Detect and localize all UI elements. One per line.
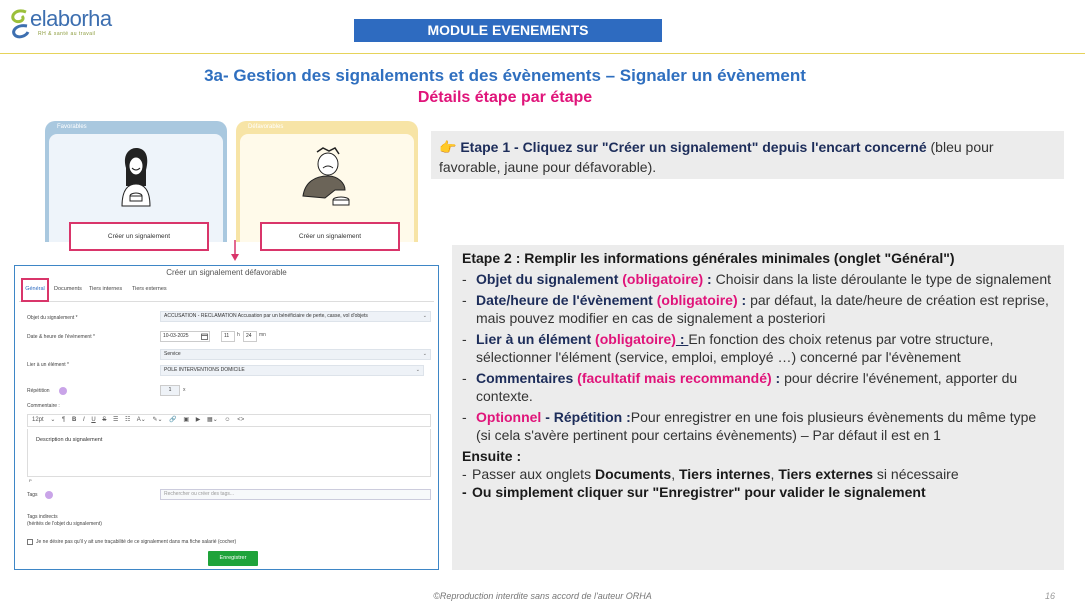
- list-item: [462, 270, 1054, 288]
- date-label: Date & heure de l'évènement *: [27, 334, 95, 340]
- line-text: si nécessaire: [873, 466, 959, 482]
- chevron-down-icon: ⌄: [415, 367, 420, 373]
- person-happy-icon: [116, 146, 156, 208]
- tab-general[interactable]: Général: [21, 278, 49, 302]
- line-text: ,: [671, 466, 679, 482]
- editor-text: Description du signalement: [36, 437, 103, 443]
- item-tag: (obligatoire): [656, 292, 738, 308]
- step1-panel: [431, 131, 1064, 179]
- editor-toolbar: [27, 414, 431, 427]
- form-title: Créer un signalement défavorable: [166, 268, 287, 277]
- ensuite-line-1: [462, 465, 1054, 483]
- bold-icon[interactable]: B: [71, 417, 77, 423]
- item-sep: :: [622, 409, 631, 425]
- underline-icon[interactable]: U: [91, 417, 96, 423]
- video-icon[interactable]: ▶: [195, 417, 201, 423]
- hour-input[interactable]: 11: [221, 331, 235, 342]
- line-text: ,: [770, 466, 779, 482]
- commentaire-label: Commentaire :: [27, 403, 60, 409]
- emoji-icon[interactable]: ☺: [224, 417, 231, 423]
- tags-indirects-label: Tags indirects: [27, 514, 58, 520]
- paragraph-icon[interactable]: ⌄ ¶: [50, 417, 66, 423]
- form-tabs: [19, 280, 434, 302]
- repetition-label: Répétition: [27, 388, 50, 394]
- line-bold: Tiers internes: [678, 466, 771, 482]
- list-item: [462, 408, 1054, 444]
- objet-label: Objet du signalement *: [27, 315, 78, 321]
- logo: [8, 4, 138, 42]
- item-tag: (facultatif mais recommandé): [577, 370, 772, 386]
- lier-select-element-value: POLE INTERVENTIONS DOMICILE: [164, 367, 245, 373]
- repetition-input[interactable]: 1: [160, 385, 180, 396]
- page-title: 3a- Gestion des signalements et des évènements – Signaler un évènement: [204, 66, 806, 85]
- person-angry-icon: [295, 146, 359, 210]
- item-sep: :: [771, 370, 785, 386]
- item-tag: (obligatoire): [595, 331, 676, 347]
- defavorable-card-body: [240, 134, 414, 242]
- tags-label: Tags: [27, 492, 38, 498]
- repetition-times: x: [183, 387, 186, 393]
- pointing-hand-icon: 👉: [439, 139, 457, 155]
- logo-text: elaborha: [30, 6, 112, 31]
- help-icon[interactable]: [59, 387, 67, 395]
- objet-select-value: ACCUSATION - RECLAMATION Accusation par un bénéficiaire de perte, casse, vol d'objets: [164, 313, 368, 319]
- item-name: Objet du signalement: [476, 271, 623, 287]
- calendar-icon[interactable]: [201, 333, 208, 340]
- minute-unit: mn: [259, 332, 266, 338]
- logo-tagline: RH & santé au travail: [38, 31, 96, 37]
- tab-tiers-externes[interactable]: Tiers externes: [132, 286, 167, 292]
- header-divider: [0, 53, 1085, 54]
- code-icon[interactable]: <>: [237, 417, 245, 423]
- step2-panel: [452, 245, 1064, 570]
- line-text: Passer aux onglets: [472, 466, 595, 482]
- ensuite-heading: Ensuite :: [462, 448, 522, 464]
- defavorable-create-button[interactable]: Créer un signalement: [260, 222, 400, 251]
- footer-copyright: ©Reproduction interdite sans accord de l'auteur ORHA: [433, 591, 652, 601]
- text-color-icon[interactable]: A⌄: [136, 417, 146, 423]
- item-text: Pour enregistrer en une fois plusieurs évènements du même type (si cela s'avère pertinent pour certains évènements) – Par défaut il est en 1: [476, 409, 1037, 443]
- step1-title: Etape 1 - Cliquez sur "Créer un signalement" depuis l'encart concerné: [460, 139, 927, 155]
- item-sep: :: [703, 271, 716, 287]
- tags-input[interactable]: Rechercher ou créer des tags...: [160, 489, 431, 500]
- strikethrough-icon[interactable]: S: [102, 417, 107, 423]
- item-tag: - Répétition: [541, 409, 623, 425]
- arrow-down-icon: [231, 240, 239, 262]
- comment-editor[interactable]: [27, 429, 431, 477]
- italic-icon[interactable]: I: [82, 417, 85, 423]
- tags-indirects-hint: (hérités de l'objet du signalement): [27, 521, 102, 527]
- highlight-icon[interactable]: ✎⌄: [152, 417, 163, 423]
- line-bold: Tiers externes: [778, 466, 874, 482]
- favorable-create-button[interactable]: Créer un signalement: [69, 222, 209, 251]
- item-tag: (obligatoire): [622, 271, 704, 287]
- item-sep: :: [675, 331, 689, 347]
- lier-select-type[interactable]: [160, 349, 431, 360]
- list-item: [462, 330, 1054, 366]
- defavorable-card: [236, 121, 418, 242]
- item-text: pour décrire l'événement, apporter du contexte.: [476, 370, 1018, 404]
- item-name: Optionnel: [476, 409, 542, 425]
- step2-heading: Etape 2 : Remplir les informations générales minimales (onglet "Général"): [462, 250, 955, 266]
- line-bold: Documents: [594, 466, 672, 482]
- item-text: En fonction des choix retenus par votre structure, sélectionner l'élément (service, emploi, employé …) concerné par l'évènement: [476, 331, 994, 365]
- lier-label: Lier à un élément *: [27, 362, 69, 368]
- objet-select[interactable]: [160, 311, 431, 322]
- favorable-card-label: Favorables: [57, 124, 87, 130]
- tab-documents[interactable]: Documents: [54, 286, 82, 292]
- list-item: [462, 291, 1054, 327]
- signalement-form: [14, 265, 439, 570]
- image-icon[interactable]: ▣: [183, 417, 190, 423]
- editor-path: P: [29, 478, 32, 483]
- help-icon[interactable]: [45, 491, 53, 499]
- traceability-label: Je ne désire pas qu'il y ait une traçabilité de ce signalement dans ma fiche salarié (cocher): [36, 539, 237, 545]
- step1-text: (bleu pour favorable, jaune pour défavorable).: [439, 139, 994, 175]
- table-icon[interactable]: ▦⌄: [207, 417, 218, 423]
- item-sep: :: [737, 292, 751, 308]
- chevron-down-icon: ⌄: [422, 313, 427, 319]
- item-name: Commentaires: [476, 370, 578, 386]
- minute-input[interactable]: 24: [243, 331, 257, 342]
- page-subtitle: Détails étape par étape: [417, 89, 593, 106]
- link-icon[interactable]: 🔗: [169, 417, 177, 423]
- item-name: Lier à un élément: [476, 331, 596, 347]
- item-text: Choisir dans la liste déroulante le type de signalement: [715, 271, 1052, 287]
- date-input[interactable]: 10-03-2025: [160, 331, 210, 342]
- item-name: Date/heure de l'évènement: [476, 292, 657, 308]
- favorable-card-body: [49, 134, 223, 242]
- page-number: 16: [1044, 591, 1055, 601]
- tab-tiers-internes[interactable]: Tiers internes: [89, 286, 123, 292]
- list-icon[interactable]: ☰ ☷: [113, 417, 131, 423]
- lier-select-element[interactable]: [160, 365, 424, 376]
- defavorable-card-label: Défavorables: [248, 124, 284, 130]
- lier-select-type-value: Service: [164, 351, 181, 357]
- item-text: par défaut, la date/heure de création est reprise, mais pouvez modifier en cas de signalement a posteriori: [476, 292, 1049, 326]
- logo-swirl-icon: [8, 6, 30, 40]
- traceability-checkbox[interactable]: [27, 539, 33, 545]
- ensuite-line-2: - Ou simplement cliquer sur "Enregistrer" pour valider le signalement: [462, 483, 1054, 501]
- module-banner: MODULE EVENEMENTS: [354, 19, 662, 42]
- list-item: [462, 369, 1054, 405]
- hour-unit: h: [237, 332, 240, 338]
- favorable-card: [45, 121, 227, 242]
- chevron-down-icon: ⌄: [422, 351, 427, 357]
- font-size-select[interactable]: 12pt: [32, 417, 44, 423]
- save-button[interactable]: Enregistrer: [208, 551, 258, 566]
